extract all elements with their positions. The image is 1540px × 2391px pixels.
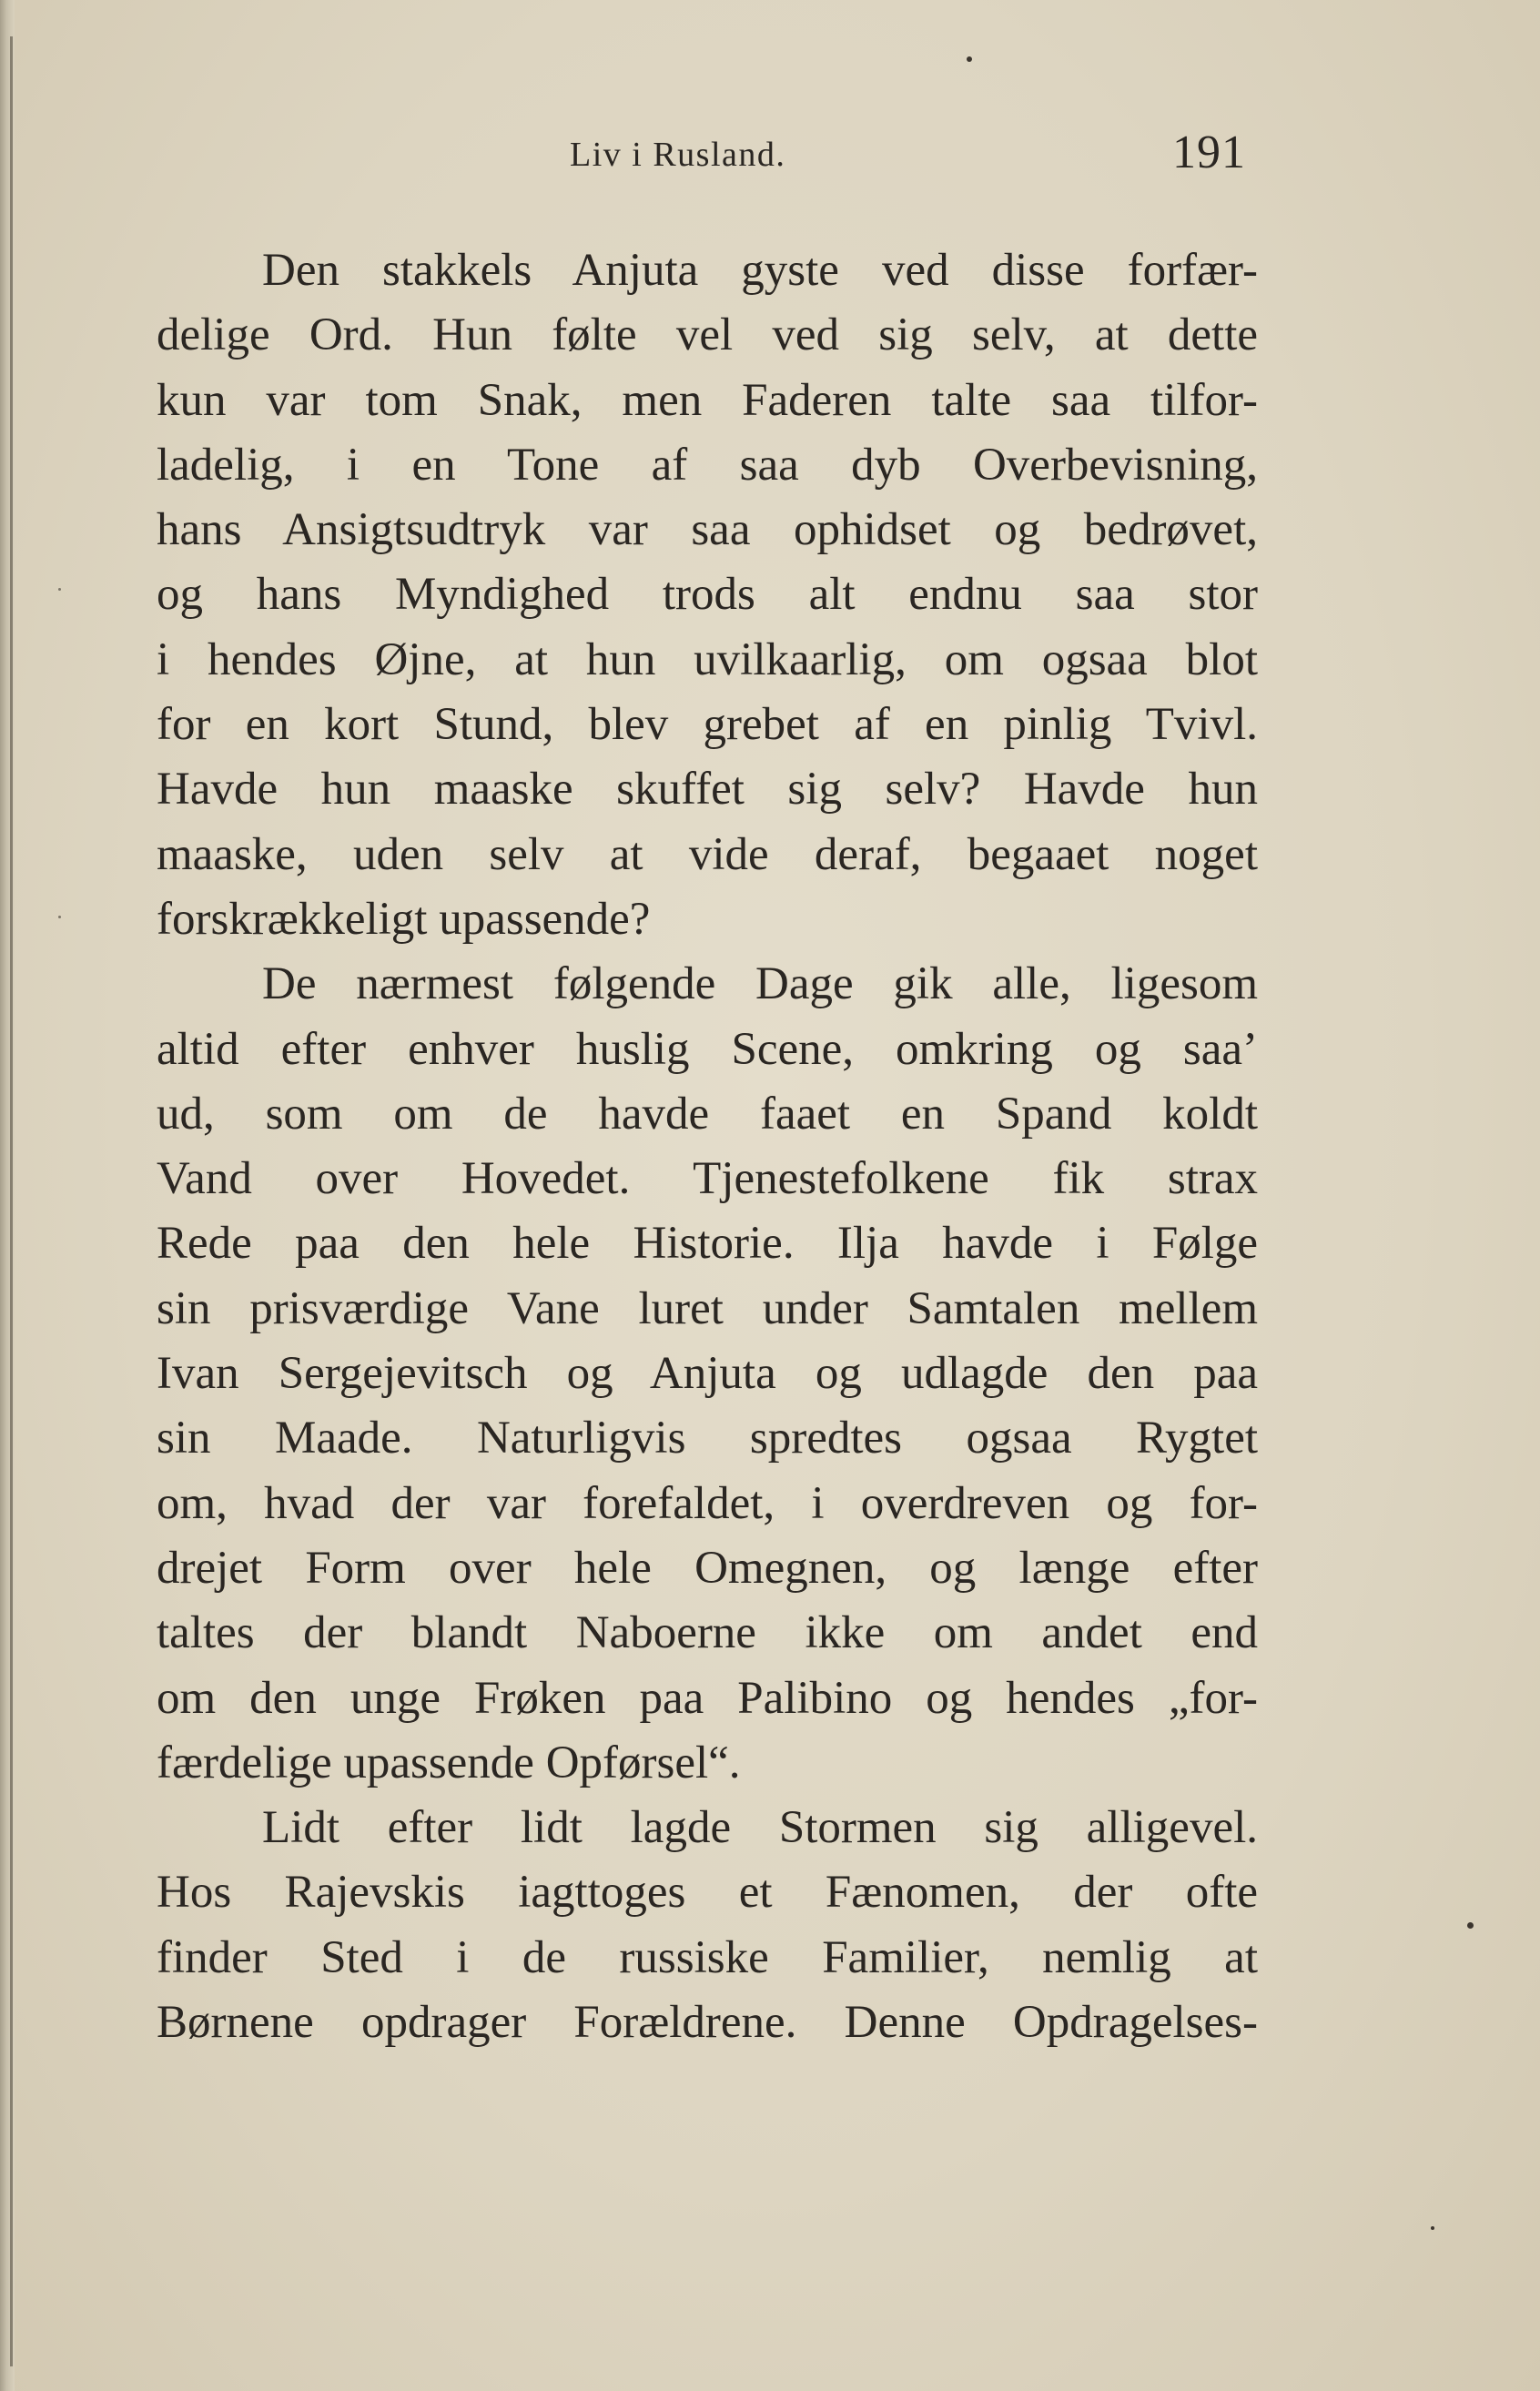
text-line: delige Ord. Hun følte vel ved sig selv, at dette <box>157 309 1258 361</box>
text-line: om den unge Frøken paa Palibino og hendes „for- <box>157 1672 1258 1724</box>
text-line: taltes der blandt Naboerne ikke om andet end <box>157 1607 1258 1659</box>
text-line: Lidt efter lidt lagde Stormen sig alligevel. <box>262 1802 1258 1854</box>
body-text <box>157 238 1258 2055</box>
paper-speck <box>58 916 61 918</box>
text-line: De nærmest følgende Dage gik alle, ligesom <box>262 958 1258 1010</box>
text-line: i hendes Øjne, at hun uvilkaarlig, om ogsaa blot <box>157 633 1258 685</box>
text-line: sin Maade. Naturligvis spredtes ogsaa Rygtet <box>157 1413 1258 1464</box>
text-line: for en kort Stund, blev grebet af en pinlig Tvivl. <box>157 699 1258 751</box>
text-line: finder Sted i de russiske Familier, nemlig at <box>157 1931 1258 1983</box>
text-line: kun var tom Snak, men Faderen talte saa tilfor- <box>157 374 1258 426</box>
text-line: Vand over Hovedet. Tjenestefolkene fik strax <box>157 1153 1258 1205</box>
text-line: sin prisværdige Vane luret under Samtalen mellem <box>157 1282 1258 1334</box>
text-line: færdelige upassende Opførsel“. <box>157 1737 741 1788</box>
text-line: ud, som om de havde faaet en Spand koldt <box>157 1088 1258 1140</box>
text-line: og hans Myndighed trods alt endnu saa stor <box>157 569 1258 621</box>
text-line: ladelig, i en Tone af saa dyb Overbevisning, <box>157 439 1258 491</box>
paper-speck <box>1431 2226 1434 2230</box>
text-line: Rede paa den hele Historie. Ilja havde i Følge <box>157 1218 1258 1270</box>
text-line: hans Ansigtsudtryk var saa ophidset og bedrøvet, <box>157 504 1258 556</box>
text-line: Ivan Sergejevitsch og Anjuta og udlagde den paa <box>157 1348 1258 1400</box>
text-line: drejet Form over hele Omegnen, og længe efter <box>157 1542 1258 1594</box>
page-number: 191 <box>1172 127 1246 178</box>
text-line: om, hvad der var forefaldet, i overdreven og for- <box>157 1477 1258 1529</box>
paper-speck <box>967 56 972 62</box>
running-title: Liv i Rusland. <box>570 136 786 174</box>
text-line: Havde hun maaske skuffet sig selv? Havde hun <box>157 764 1258 816</box>
text-line: Den stakkels Anjuta gyste ved disse forfær- <box>262 245 1258 296</box>
text-line: Hos Rajevskis iagttoges et Fænomen, der ofte <box>157 1867 1258 1919</box>
binding-line <box>10 36 13 2366</box>
text-line: maaske, uden selv at vide deraf, begaaet noget <box>157 828 1258 880</box>
paper-speck <box>58 588 61 591</box>
text-line: Børnene opdrager Forældrene. Denne Opdragelses- <box>157 1997 1258 2049</box>
text-line: altid efter enhver huslig Scene, omkring og saa’ <box>157 1023 1258 1075</box>
paper-speck <box>1467 1922 1474 1929</box>
page-header <box>0 126 1540 189</box>
text-line: forskrækkeligt upassende? <box>157 893 651 945</box>
